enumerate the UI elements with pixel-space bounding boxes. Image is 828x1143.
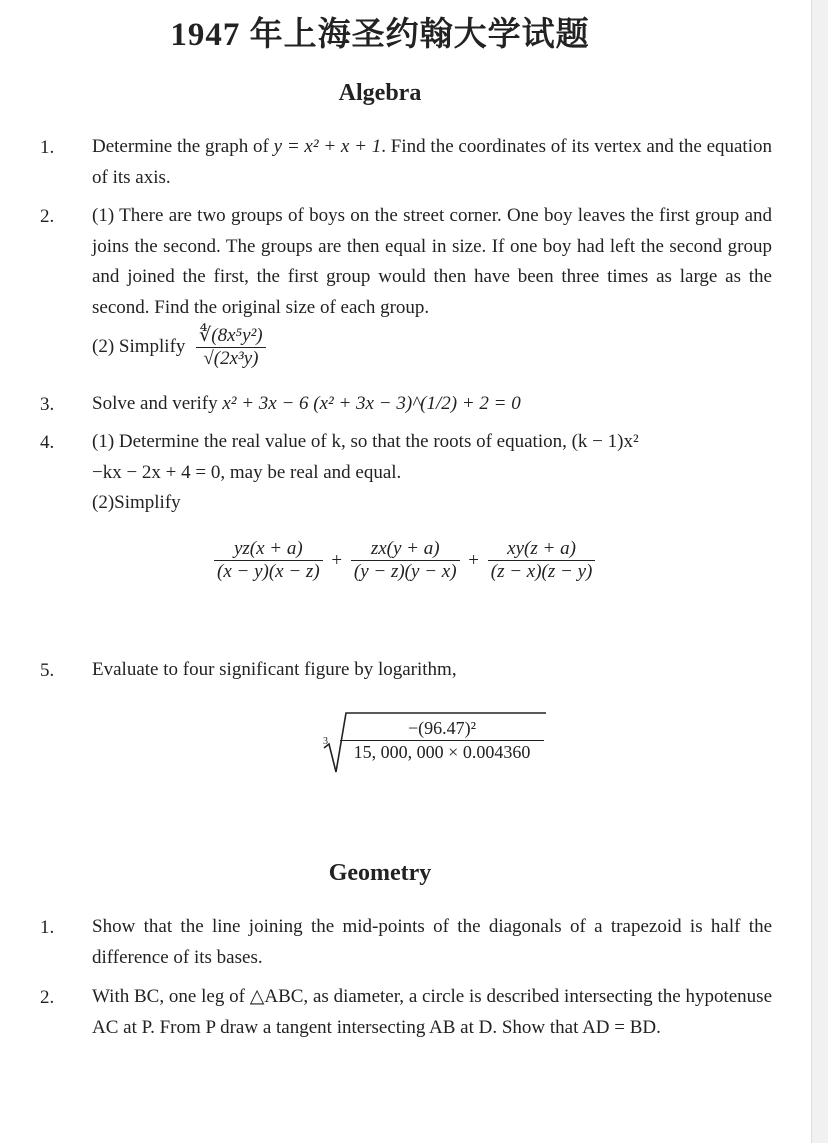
q4-term-3-denominator: (z − x)(z − y) (488, 560, 596, 583)
q1-equation: y = x² + x + 1 (273, 136, 382, 157)
q2-fraction (196, 324, 265, 370)
q4-term-2-denominator: (y − z)(y − x) (351, 560, 460, 583)
question-number: 1. (40, 917, 55, 938)
question-number: 5. (40, 660, 55, 681)
algebra-question-5: Evaluate to four significant figure by logarithm, (92, 659, 457, 680)
q3-text: Solve and verify (92, 393, 223, 414)
plus-sign: + (331, 549, 343, 571)
q4-expression (214, 538, 595, 583)
page-title: 1947 年上海圣约翰大学试题 (170, 17, 590, 53)
q2-simplify-label: (2) Simplify (92, 336, 186, 357)
q4-term-2 (351, 538, 460, 583)
q4-term-1-denominator: (x − y)(x − z) (214, 560, 323, 583)
q4-term-1-numerator: yz(x + a) (233, 538, 303, 559)
q1-intro: Determine the graph of (92, 136, 274, 157)
geometry-question-2: With BC, one leg of △ABC, as diameter, a circle is described intersecting the hypotenuse AC at P. From P draw a tangent intersecting AB at D. Show that AD = BD. (92, 986, 772, 1038)
question-number: 4. (40, 432, 55, 453)
q5-denominator: 15, 000, 000 × 0.004360 (340, 740, 544, 763)
q4-term-3-numerator: xy(z + a) (507, 538, 576, 559)
radical-index: 3 (323, 736, 328, 747)
geometry-question-1: Show that the line joining the mid-points of the diagonals of a trapezoid is half the difference of its bases. (92, 916, 772, 968)
q4-simplify-label: (2)Simplify (92, 492, 181, 513)
q4-term-3 (488, 538, 596, 583)
page-edge (811, 0, 828, 1143)
q2-denominator: √(2x³y) (196, 347, 265, 370)
question-number: 2. (40, 206, 55, 227)
q4-line2: −kx − 2x + 4 = 0, may be real and equal. (92, 461, 402, 483)
q1-rest: . Find the coordinates of its vertex and the equation of its axis. (92, 136, 772, 188)
q4-term-2-numerator: zx(y + a) (370, 538, 440, 559)
q5-fraction (340, 718, 544, 763)
algebra-question-3 (92, 389, 772, 420)
q3-equation: x² + 3x − 6 (x² + 3x − 3)^(1/2) + 2 = 0 (222, 393, 521, 414)
plus-sign: + (468, 549, 479, 571)
algebra-question-2-part1: (1) There are two groups of boys on the street corner. One boy leaves the first group and joins the second. The groups are then equal in size. If one boy had left the second group and joined the first, the first group would then have been three times as large as the second. Find the original size of each group. (92, 205, 772, 318)
section-geometry: Geometry (328, 860, 432, 886)
question-number: 1. (40, 137, 55, 158)
q4-line1: (1) Determine the real value of k, so that the roots of equation, (k − 1)x² (92, 431, 639, 452)
algebra-question-2-part2 (92, 324, 266, 370)
section-algebra: Algebra (338, 80, 422, 106)
algebra-question-4-part1 (92, 427, 772, 519)
q2-numerator: ∜(8x⁵y²) (199, 325, 263, 346)
q5-numerator: −(96.47)² (407, 718, 477, 738)
algebra-question-1 (92, 132, 772, 193)
question-number: 2. (40, 987, 55, 1008)
q4-term-1 (214, 538, 323, 583)
question-number: 3. (40, 394, 55, 415)
